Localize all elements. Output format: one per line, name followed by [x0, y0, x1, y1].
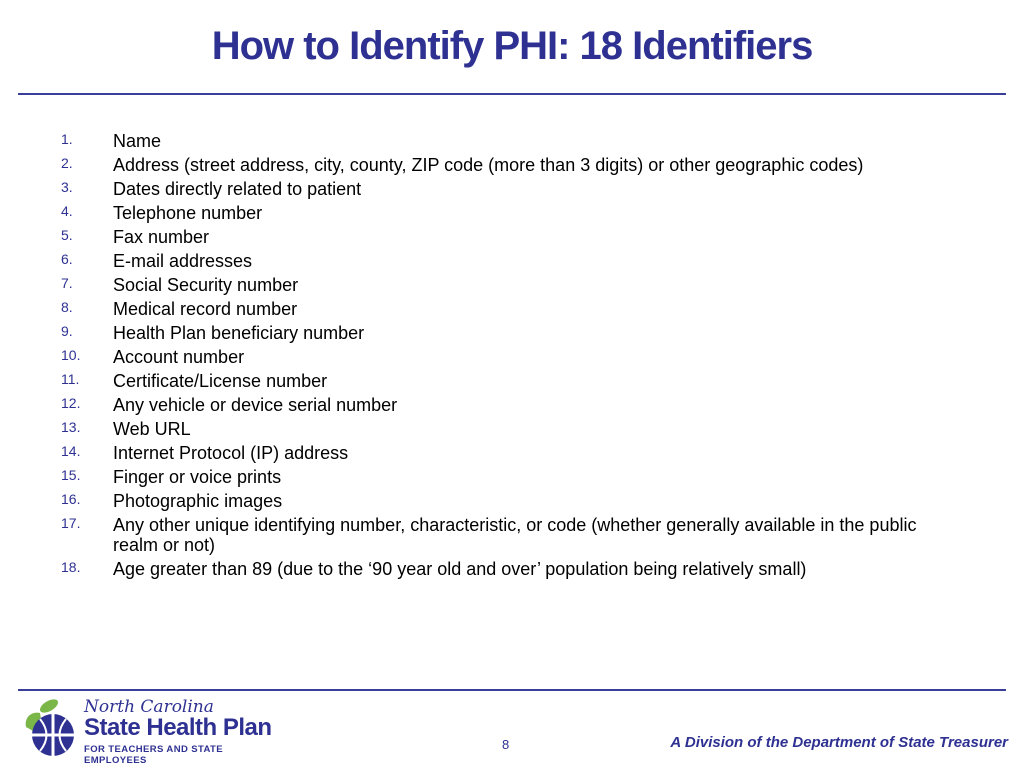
- apple-globe-icon: [18, 697, 80, 759]
- item-text: Health Plan beneficiary number: [113, 323, 365, 343]
- list-item: [61, 467, 961, 491]
- item-number: 14.: [61, 443, 81, 459]
- identifier-list: [61, 131, 961, 583]
- item-number: 11.: [61, 371, 80, 387]
- item-number: 15.: [61, 467, 81, 483]
- item-text: Name: [113, 131, 162, 151]
- item-text: Medical record number: [113, 299, 298, 319]
- title-divider: [18, 93, 1006, 95]
- logo-state-name: North Carolina: [84, 697, 214, 717]
- item-number: 16.: [61, 491, 81, 507]
- list-item: [61, 179, 961, 203]
- item-number: 1.: [61, 131, 73, 147]
- list-item: [61, 491, 961, 515]
- list-item: [61, 395, 961, 419]
- list-item: [61, 515, 961, 559]
- division-tagline: A Division of the Department of State Treasurer: [670, 734, 1008, 751]
- list-item: [61, 419, 961, 443]
- item-number: 5.: [61, 227, 73, 243]
- list-item: [61, 275, 961, 299]
- list-item: [61, 131, 961, 155]
- item-text: Certificate/License number: [113, 371, 328, 391]
- logo-title: State Health Plan: [84, 714, 272, 741]
- item-number: 7.: [61, 275, 73, 291]
- list-item: [61, 227, 961, 251]
- item-number: 13.: [61, 419, 81, 435]
- item-text: Address (street address, city, county, ZIP code (more than 3 digits) or other geographic codes): [113, 155, 864, 175]
- item-text: Social Security number: [113, 275, 299, 295]
- item-number: 8.: [61, 299, 73, 315]
- item-number: 9.: [61, 323, 73, 339]
- item-number: 2.: [61, 155, 73, 171]
- item-text: Photographic images: [113, 491, 283, 511]
- item-text: Web URL: [113, 419, 191, 439]
- item-number: 18.: [61, 559, 81, 575]
- item-text: E-mail addresses: [113, 251, 253, 271]
- list-item: [61, 559, 961, 583]
- item-text: Finger or voice prints: [113, 467, 282, 487]
- item-text: Telephone number: [113, 203, 263, 223]
- item-text: Age greater than 89 (due to the ‘90 year old and over’ population being relatively small): [113, 559, 807, 579]
- list-item: [61, 251, 961, 275]
- list-item: [61, 203, 961, 227]
- item-text: Internet Protocol (IP) address: [113, 443, 349, 463]
- item-number: 12.: [61, 395, 81, 411]
- page-number: 8: [502, 737, 510, 752]
- logo-subtitle: FOR TEACHERS AND STATE EMPLOYEES: [84, 744, 223, 766]
- list-item: [61, 371, 961, 395]
- item-text: Dates directly related to patient: [113, 179, 362, 199]
- item-number: 4.: [61, 203, 73, 219]
- state-health-plan-logo: [18, 697, 288, 766]
- item-text: Any vehicle or device serial number: [113, 395, 398, 415]
- list-item: [61, 323, 961, 347]
- item-text: Account number: [113, 347, 245, 367]
- item-number: 17.: [61, 515, 81, 531]
- item-text: Fax number: [113, 227, 210, 247]
- footer-divider: [18, 689, 1006, 691]
- list-item: [61, 299, 961, 323]
- list-item: [61, 443, 961, 467]
- slide-title: How to Identify PHI: 18 Identifiers: [211, 24, 813, 68]
- item-text: Any other unique identifying number, characteristic, or code (whether generally available in the public realm or not): [113, 515, 917, 555]
- list-item: [61, 155, 961, 179]
- item-number: 10.: [61, 347, 81, 363]
- item-number: 3.: [61, 179, 73, 195]
- list-item: [61, 347, 961, 371]
- item-number: 6.: [61, 251, 73, 267]
